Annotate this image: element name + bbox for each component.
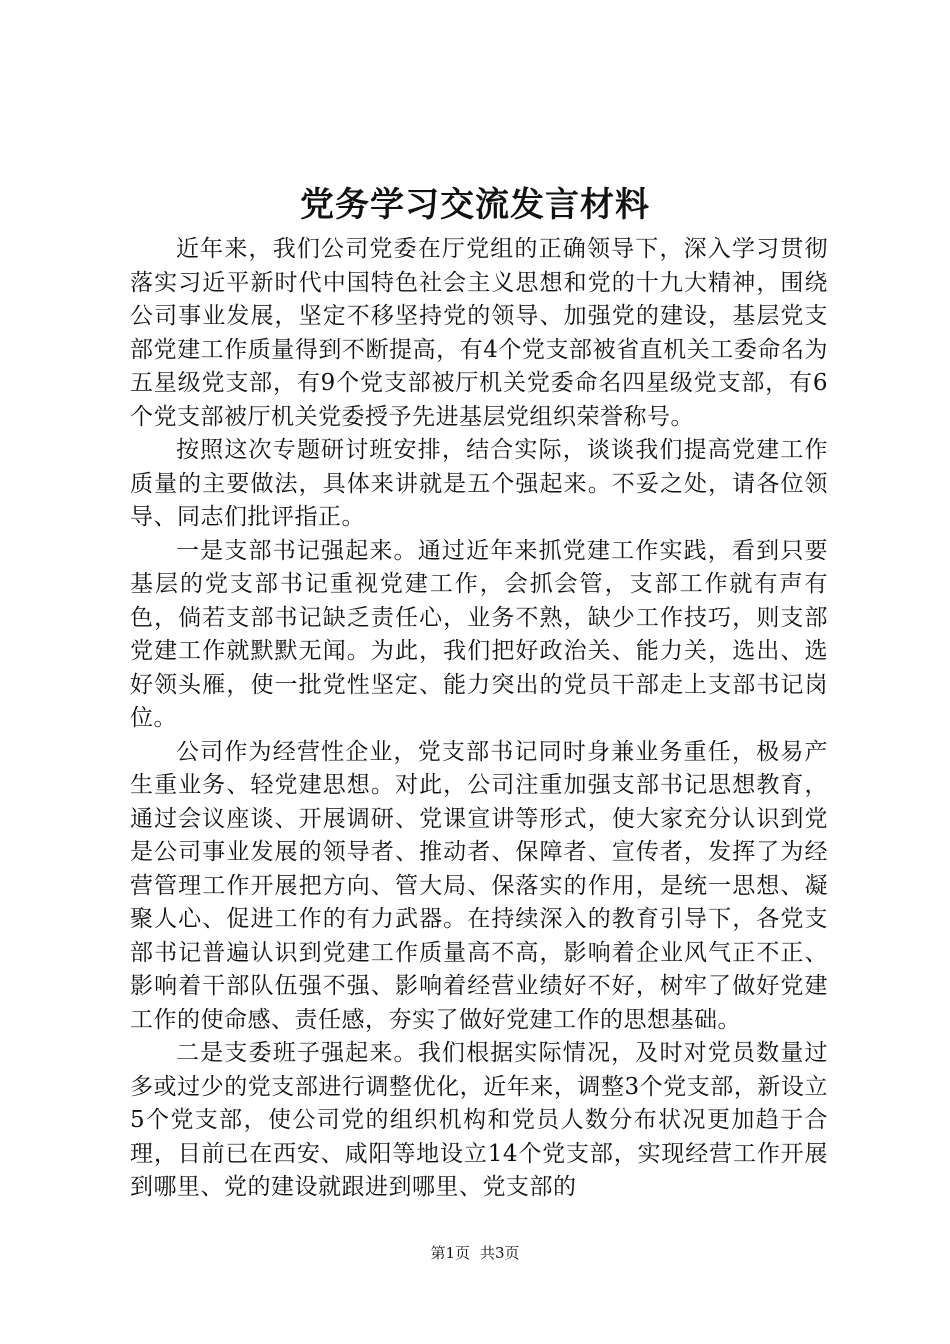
page-total: 共3页 — [480, 1244, 520, 1262]
paragraph: 一是支部书记强起来。通过近年来抓党建工作实践，看到只要基层的党支部书记重视党建工作，会抓会管，支部工作就有声有色，倘若支部书记缺乏责任心，业务不熟，缺少工作技巧，则支部党建工作就默默无闻。为此，我们把好政治关、能力关，选出、选好领头雁，使一批党性坚定、能力突出的党员干部走上支部书记岗位。 — [130, 537, 828, 731]
page-footer — [0, 1243, 950, 1263]
paragraph: 二是支委班子强起来。我们根据实际情况，及时对党员数量过多或过少的党支部进行调整优化，近年来，调整3个党支部，新设立5个党支部，使公司党的组织机构和党员人数分布状况更加趋于合理，目前已在西安、咸阳等地设立14个党支部，实现经营工作开展到哪里、党的建设就跟进到哪里、党支部的 — [130, 1040, 828, 1200]
page-number: 第1页 — [430, 1244, 470, 1262]
paragraph: 公司作为经营性企业，党支部书记同时身兼业务重任，极易产生重业务、轻党建思想。对此，公司注重加强支部书记思想教育，通过会议座谈、开展调研、党课宣讲等形式，使大家充分认识到党是公司事业发展的领导者、推动者、保障者、宣传者，发挥了为经营管理工作开展把方向、管大局、保落实的作用，是统一思想、凝聚人心、促进工作的有力武器。在持续深入的教育引导下，各党支部书记普遍认识到党建工作质量高不高，影响着企业风气正不正、影响着干部队伍强不强、影响着经营业绩好不好，树牢了做好党建工作的使命感、责任感，夯实了做好党建工作的思想基础。 — [130, 738, 828, 1033]
document-body — [130, 233, 828, 1205]
document-title: 党务学习交流发言材料 — [300, 185, 650, 225]
paragraph: 近年来，我们公司党委在厅党组的正确领导下，深入学习贯彻落实习近平新时代中国特色社会主义思想和党的十九大精神，围绕公司事业发展，坚定不移坚持党的领导、加强党的建设，基层党支部党建工作质量得到不断提高，有4个党支部被省直机关工委命名为五星级党支部，有9个党支部被厅机关党委命名四星级党支部，有6个党支部被厅机关党委授予先进基层党组织荣誉称号。 — [130, 236, 828, 430]
paragraph: 按照这次专题研讨班安排，结合实际，谈谈我们提高党建工作质量的主要做法，具体来讲就是五个强起来。不妥之处，请各位领导、同志们批评指正。 — [130, 437, 828, 530]
